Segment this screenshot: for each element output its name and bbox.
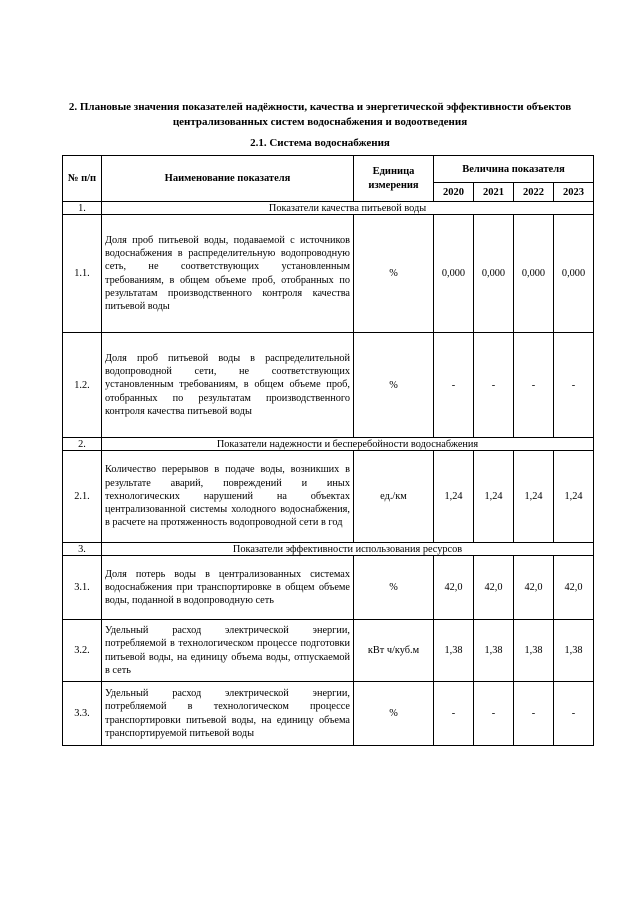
table-row bbox=[63, 451, 594, 543]
row-num: 3.2. bbox=[63, 620, 102, 682]
table-row bbox=[63, 620, 594, 682]
section-title: Показатели качества питьевой воды bbox=[102, 202, 594, 215]
header-year: 2021 bbox=[474, 183, 514, 202]
table-row bbox=[63, 682, 594, 746]
row-value: 1,24 bbox=[434, 451, 474, 543]
header-year: 2020 bbox=[434, 183, 474, 202]
row-value: 42,0 bbox=[514, 556, 554, 620]
row-value: 0,000 bbox=[474, 215, 514, 333]
section-subheading: 2.1. Система водоснабжения bbox=[250, 137, 390, 149]
heading-line-1: 2. Плановые значения показателей надёжности, качества и энергетической эффективности объектов bbox=[68, 101, 572, 113]
section-num: 3. bbox=[63, 543, 102, 556]
row-value: - bbox=[434, 333, 474, 438]
header-unit-line-2: измерения bbox=[368, 179, 419, 191]
row-value: 1,24 bbox=[474, 451, 514, 543]
row-num: 1.2. bbox=[63, 333, 102, 438]
table-row bbox=[63, 556, 594, 620]
row-value: 42,0 bbox=[434, 556, 474, 620]
row-unit: ед./км bbox=[354, 451, 434, 543]
section-row bbox=[63, 543, 594, 556]
header-num: № п/п bbox=[63, 156, 102, 202]
row-num: 3.1. bbox=[63, 556, 102, 620]
row-value: 1,38 bbox=[474, 620, 514, 682]
header-unit bbox=[354, 156, 434, 202]
section-row bbox=[63, 438, 594, 451]
row-unit: % bbox=[354, 682, 434, 746]
row-num: 2.1. bbox=[63, 451, 102, 543]
row-value: 1,38 bbox=[434, 620, 474, 682]
row-unit: % bbox=[354, 333, 434, 438]
row-name: Доля потерь воды в централизованных системах водоснабжения при транспортировке в общем объеме воды, поданной в водопроводную сеть bbox=[102, 556, 354, 620]
row-value: - bbox=[554, 682, 594, 746]
section-row bbox=[63, 202, 594, 215]
row-value: 1,38 bbox=[554, 620, 594, 682]
header-unit-line-1: Единица bbox=[372, 165, 415, 177]
row-num: 3.3. bbox=[63, 682, 102, 746]
row-name: Доля проб питьевой воды в распределительной водопроводной сети, не соответствующих установленным требованиям, в общем объеме проб, отобранных по результатам производственного контроля качества питьевой воды bbox=[102, 333, 354, 438]
row-unit: % bbox=[354, 556, 434, 620]
row-name: Удельный расход электрической энергии, потребляемой в технологическом процессе подготовки питьевой воды, на единицу объема воды, отпускаемой в сеть bbox=[102, 620, 354, 682]
table-row bbox=[63, 215, 594, 333]
header-year: 2023 bbox=[554, 183, 594, 202]
row-value: - bbox=[474, 682, 514, 746]
row-value: 1,38 bbox=[514, 620, 554, 682]
row-unit: % bbox=[354, 215, 434, 333]
row-value: 0,000 bbox=[554, 215, 594, 333]
row-value: - bbox=[474, 333, 514, 438]
indicators-table bbox=[62, 155, 594, 746]
section-title: Показатели эффективности использования ресурсов bbox=[102, 543, 594, 556]
row-value: 0,000 bbox=[514, 215, 554, 333]
row-value: - bbox=[554, 333, 594, 438]
row-name: Количество перерывов в подаче воды, возникших в результате аварий, повреждений и иных технологических нарушений на объектах централизованной системы холодного водоснабжения, в расчете на протяженность водопроводной сети в год bbox=[102, 451, 354, 543]
section-title: Показатели надежности и бесперебойности водоснабжения bbox=[102, 438, 594, 451]
row-name: Удельный расход электрической энергии, потребляемой в технологическом процессе транспортировки питьевой воды, на единицу объема транспортируемой питьевой воды bbox=[102, 682, 354, 746]
row-name: Доля проб питьевой воды, подаваемой с источников водоснабжения в распределительную водопроводную сеть, не соответствующих установленным требованиям, в общем объеме проб, отобранных по результатам производственного контроля качества питьевой воды bbox=[102, 215, 354, 333]
header-value: Величина показателя bbox=[434, 156, 594, 183]
table-row bbox=[63, 333, 594, 438]
document-heading bbox=[40, 100, 600, 130]
section-num: 1. bbox=[63, 202, 102, 215]
header-name: Наименование показателя bbox=[102, 156, 354, 202]
row-value: 42,0 bbox=[474, 556, 514, 620]
row-value: - bbox=[514, 682, 554, 746]
header-year: 2022 bbox=[514, 183, 554, 202]
row-value: - bbox=[434, 682, 474, 746]
row-unit: кВт ч/куб.м bbox=[354, 620, 434, 682]
row-value: 42,0 bbox=[554, 556, 594, 620]
row-value: 1,24 bbox=[514, 451, 554, 543]
row-value: 0,000 bbox=[434, 215, 474, 333]
row-value: 1,24 bbox=[554, 451, 594, 543]
heading-line-2: централизованных систем водоснабжения и водоотведения bbox=[172, 116, 468, 128]
row-value: - bbox=[514, 333, 554, 438]
row-num: 1.1. bbox=[63, 215, 102, 333]
section-num: 2. bbox=[63, 438, 102, 451]
